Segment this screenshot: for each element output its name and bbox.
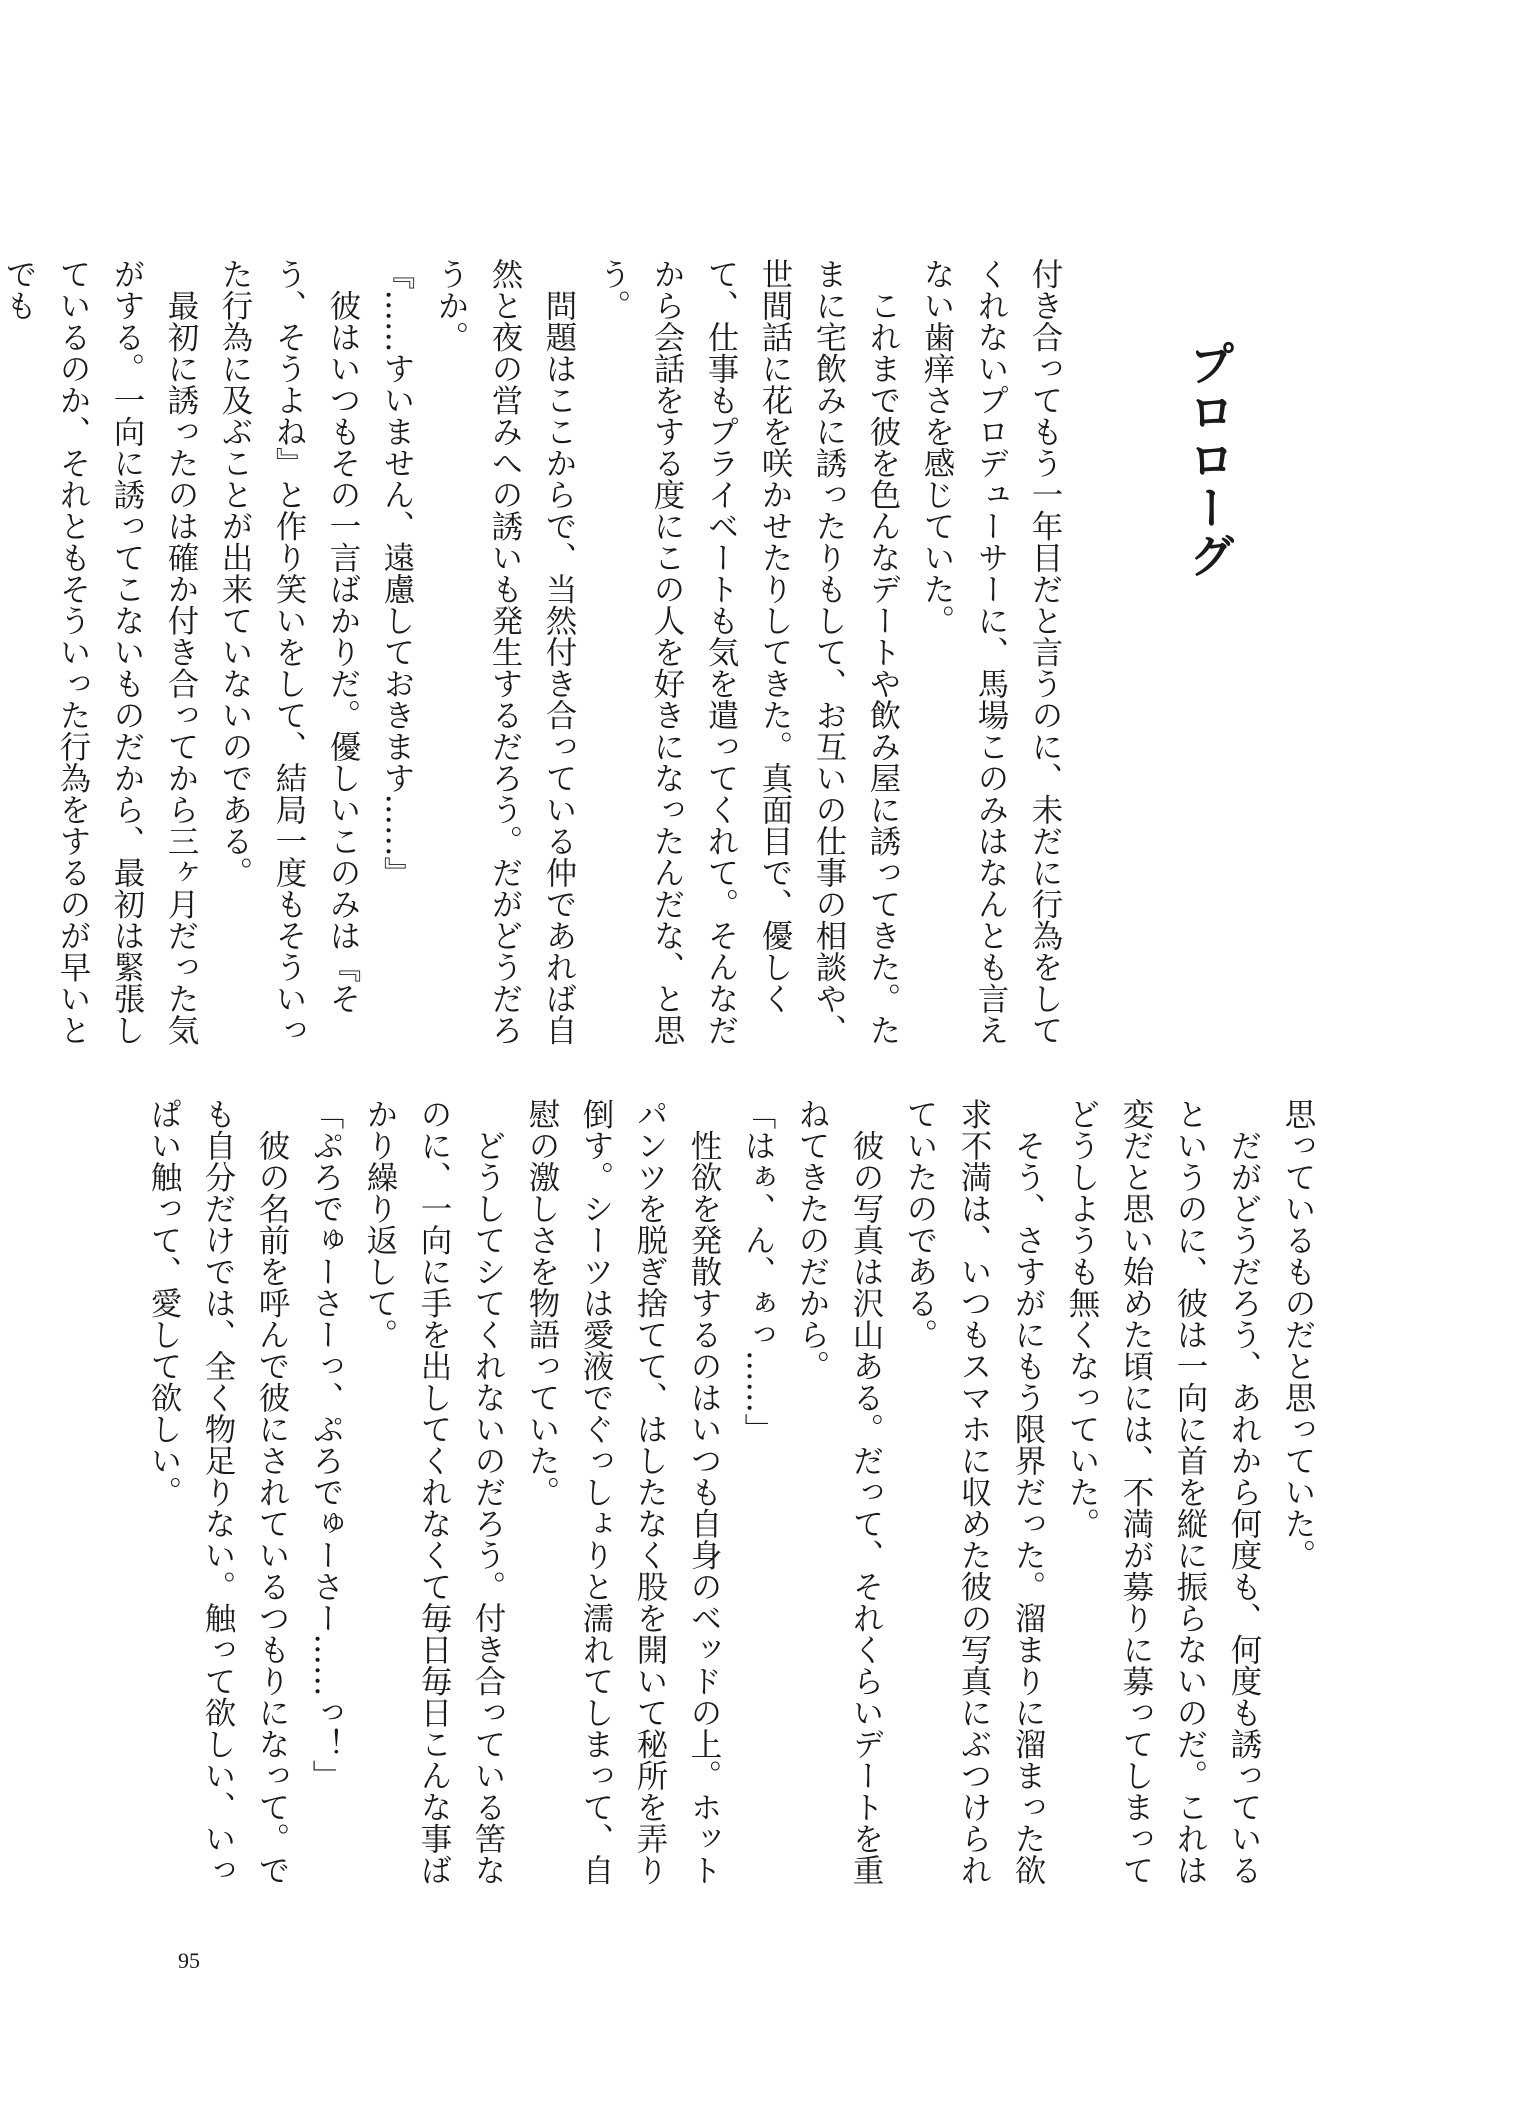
paragraph: どうしてシてくれないのだろう。付き合っている筈なのに、一向に手を出してくれなくて毎日毎日こんな事ばかり繰り返して。 <box>362 1098 506 1886</box>
paragraph: 最初に誘ったのは確か付き合ってから三ヶ月だった気がする。一向に誘ってこないものだから、最初は緊張しているのか、それともそういった行為をするのが早いとでも <box>1 258 199 1046</box>
paragraph: 付き合ってもう一年目だと言うのに、未だに行為をしてくれないプロデューサーに、馬場このみはなんとも言えない歯痒さを感じていた。 <box>919 258 1063 1046</box>
paragraph: だがどうだろう、あれから何度も、何度も誘っているというのに、彼は一向に首を縦に振らないのだ。これは変だと思い始めた頃には、不満が募りに募ってしまってどうしようも無くなっていた。 <box>1064 1098 1262 1886</box>
paragraph: 彼の写真は沢山ある。だって、それくらいデートを重ねてきたのだから。 <box>794 1098 884 1886</box>
dialogue-line: 「はぁ、ん、ぁっ……」 <box>740 1098 776 1445</box>
paragraph: 性欲を発散するのはいつも自身のベッドの上。ホットパンツを脱ぎ捨てて、はしたなく股を開いて秘所を弄り倒す。シーツは愛液でぐっしょりと濡れてしまって、自慰の激しさを物語っていた。 <box>524 1098 722 1886</box>
lower-text-block <box>146 1098 1325 1893</box>
paragraph: これまで彼を色んなデートや飲み屋に誘ってきた。たまに宅飲みに誘ったりもして、お互いの仕事の相談や、世間話に花を咲かせたりしてきた。真面目で、優しくて、仕事もプライベートも気を遣ってくれて。そんなだから会話をする度にこの人を好きになったんだな、と思う。 <box>595 258 901 1046</box>
upper-text-block <box>1 258 1072 1053</box>
chapter-title: プロローグ <box>1182 340 1236 580</box>
dialogue-line: 『……すいません、遠慮しておきます……』 <box>379 258 415 888</box>
paragraph: 彼の名前を呼んで彼にされているつもりになって。でも自分だけでは、全く物足りない。触って欲しい、いっぱい触って、愛して欲しい。 <box>146 1098 290 1886</box>
paragraph: 思っているものだと思っていた。 <box>1280 1098 1316 1571</box>
page-number: 95 <box>178 1948 200 1973</box>
paragraph: 問題はここからで、当然付き合っている仲であれば自然と夜の営みへの誘いも発生するだろう。だがどうだろうか。 <box>433 258 577 1046</box>
paragraph: そう、さすがにもう限界だった。溜まりに溜まった欲求不満は、いつもスマホに収めた彼の写真にぶつけられていたのである。 <box>902 1098 1046 1886</box>
dialogue-line: 「ぷろでゅーさーっ、ぷろでゅーさー……っ！」 <box>308 1098 344 1791</box>
paragraph: 彼はいつもその一言ばかりだ。優しいこのみは『そう、そうよね』と作り笑いをして、結局一度もそういった行為に及ぶことが出来ていないのである。 <box>217 258 361 1046</box>
